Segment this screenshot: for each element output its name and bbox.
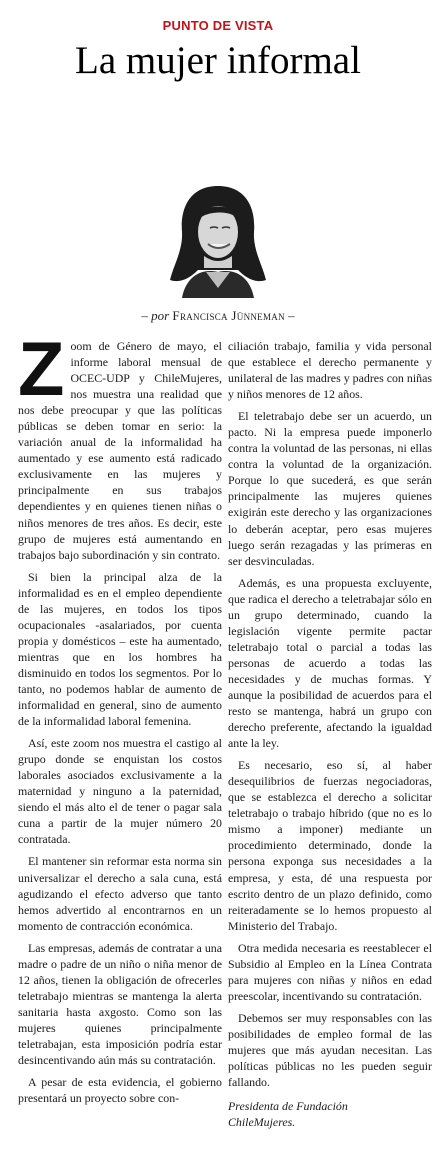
- paragraph: Si bien la principal alza de la informalidad es en el empleo dependiente de las mujeres, en todos los tipos ocupacionales -asalariados, por cuenta propia y domésticos – este ha aumentado, mientras que en los hombres ha disminuido en todos los segmentos. Por lo tanto, no podemos hablar de aumento de informalidad en general, sino de aumento de la informalidad laboral femenina.: [18, 569, 222, 729]
- paragraph: Debemos ser muy responsables con las posibilidades de empleo formal de las mujeres que más ayudan necesitan. Las políticas públicas no les pueden seguir fallando.: [228, 1010, 432, 1090]
- paragraph: El mantener sin reformar esta norma sin universalizar el derecho a sala cuna, está agudizando el efecto adverso que tanto hemos advertido al encontrarnos en un momento de contracción económica.: [18, 854, 222, 933]
- paragraph-text: oom de Género de mayo, el informe laboral mensual de OCEC-UDP y ChileMujeres, nos muestra una realidad que nos debe preocupar y que las políticas públicas se deben tomar en serio: la variación anual de la informalidad ha aumentado y ese aumento está radicado exclusivamente en las mujeres y principalmente en sus trabajos dependientes y en quienes tienen niñas o niños menores de tres años. Es decir, este grupo de mujeres está aumentando en trabajos bajo subordinación y sin contrato.: [18, 339, 222, 562]
- paragraph: Las empresas, además de contratar a una madre o padre de un niño o niña menor de 12 años, tienen la obligación de ofrecerles teletrabajo mientras se mantenga la alerta sanitaria hasta axgosto. Como son las mujeres quienes principalmente teletrabajan, esta imposición podría estar desincentivando aún más su contratación.: [18, 940, 222, 1068]
- paragraph: Así, este zoom nos muestra el castigo al grupo donde se enquistan los costos laborales asociados exclusivamente a la maternidad y ninguno a la paternidad, siendo el más alto el de tener o pagar sala cuna a partir de la mujer número 20 contratada.: [18, 736, 222, 847]
- paragraph: ciliación trabajo, familia y vida personal que establece el derecho permanente y unilateral de las madres y padres con niñas y niños menores de 12 años.: [228, 339, 432, 402]
- article-headline: La mujer informal: [75, 39, 361, 82]
- drop-cap: Z: [18, 327, 65, 412]
- article-column-left: [18, 327, 222, 1112]
- byline: [0, 308, 436, 324]
- byline-suffix: –: [288, 308, 295, 323]
- signature-line: Presidenta de Fundación: [228, 1099, 348, 1114]
- author-name: Francisca Jünneman: [172, 308, 285, 323]
- section-kicker: PUNTO DE VISTA: [162, 18, 274, 33]
- paragraph: A pesar de esta evidencia, el gobierno presentará un proyecto sobre con-: [18, 1075, 222, 1106]
- author-signature: [228, 1098, 432, 1130]
- byline-prefix: – por: [141, 308, 170, 323]
- paragraph: Es necesario, eso sí, al haber desequilibrios de fuerzas negociadoras, que se establezca el derecho a solicitar teletrabajo o trabajo híbrido (que no es lo mismo a imponer) mediante un procedimiento determinado, donde la persona exponga sus necesidades a la empresa, y esta, dé una respuesta por escrito dentro de un plazo definido, como reiteradamente se lo hemos propuesto al Ministerio del Trabajo.: [228, 758, 432, 933]
- signature-line: ChileMujeres.: [228, 1115, 296, 1130]
- article-column-right: [228, 338, 432, 1136]
- paragraph: Otra medida necesaria es reestablecer el Subsidio al Empleo en la Línea Contrata para mujeres con niñas y niños en edad preescolar, incentivando su contratación.: [228, 940, 432, 1003]
- paragraph: El teletrabajo debe ser un acuerdo, un pacto. Ni la empresa puede imponerlo contra la voluntad de las personas, ni ellas contra la voluntad de la organización. Porque lo que sucederá, es que serán principalmente las mujeres quienes exigirán este derecho y las organizaciones lo deberán aceptar, pero esas mujeres luego serán rezagadas y las primeras en ser desvinculadas.: [228, 409, 432, 568]
- paragraph: [18, 327, 222, 563]
- paragraph: Además, es una propuesta excluyente, que radica el derecho a teletrabajar sólo en un grupo determinado, cuando la legislación vigente permite pactar teletrabajo total o parcial a todas las personas de acuerdo a todas las necesidades y de muchas formas. Y aunque la posibilidad de acuerdos para el resto se mantenga, habrá un grupo con derecho preferente, afectando la igualdad ante la ley.: [228, 575, 432, 751]
- author-portrait: [160, 180, 276, 298]
